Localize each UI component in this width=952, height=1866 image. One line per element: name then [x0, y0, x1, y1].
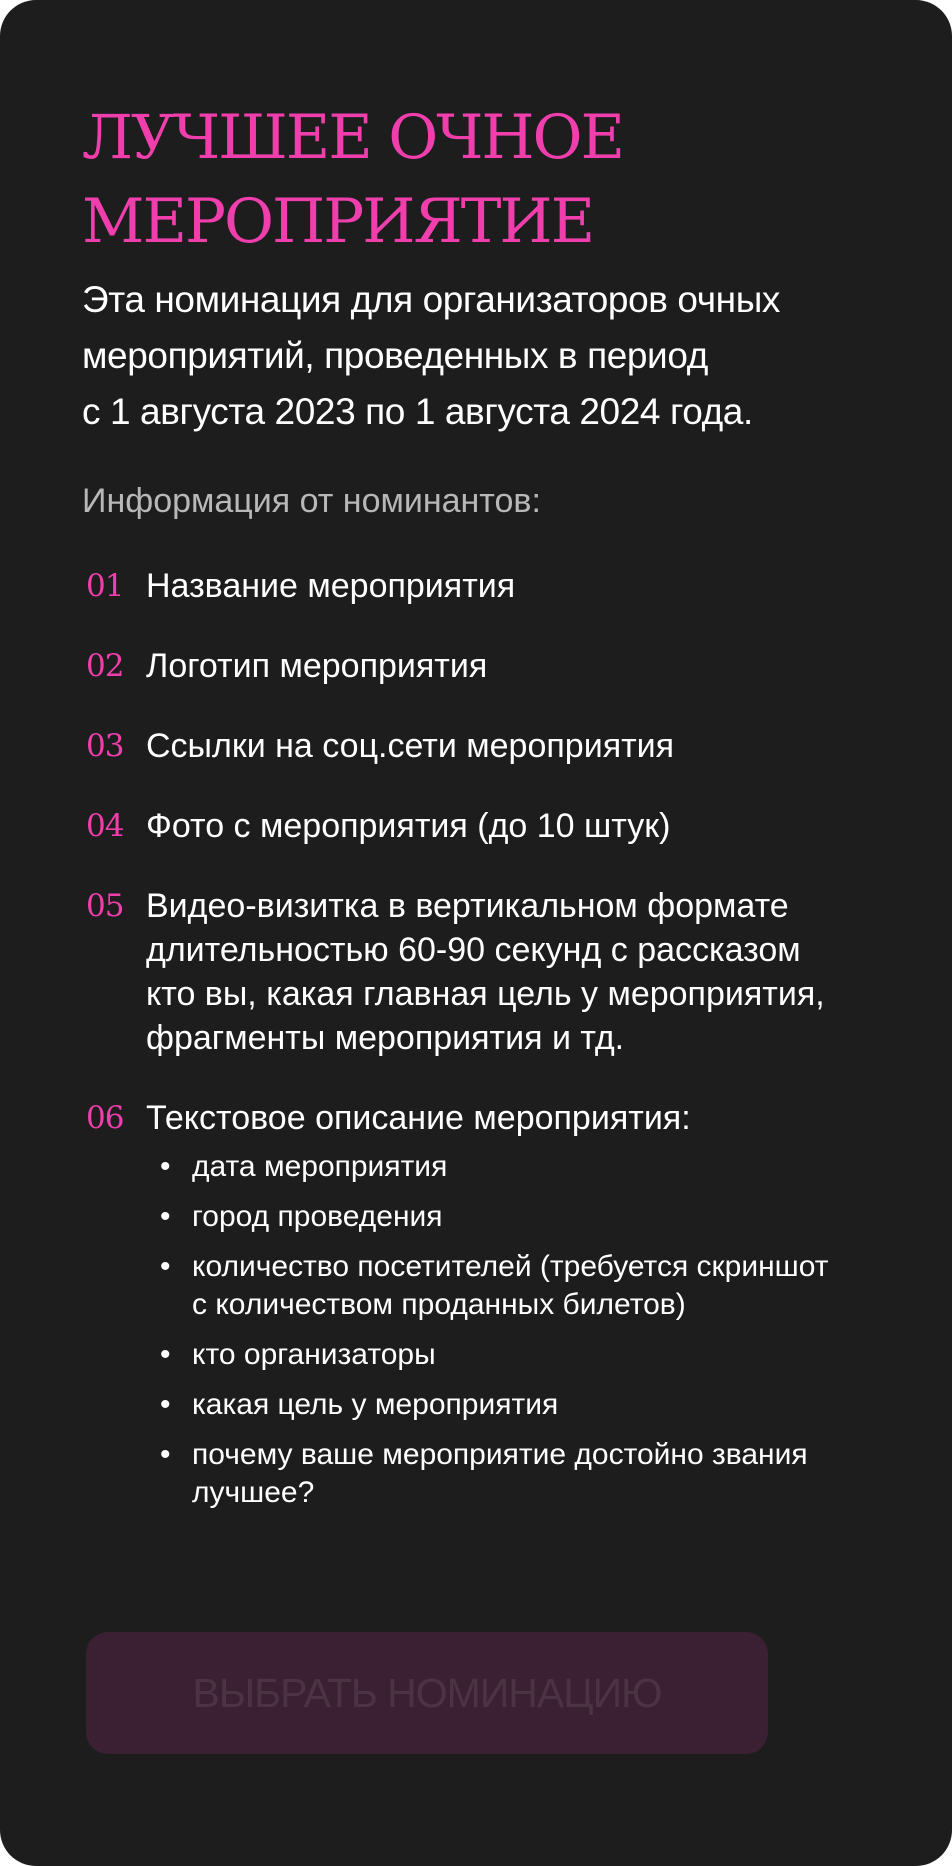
- item-text-line: Видео-визитка в вертикальном формате: [146, 887, 789, 925]
- item-text-line: Название мероприятия: [146, 567, 516, 605]
- list-item-line: какая цель у мероприятия: [192, 1388, 559, 1421]
- description-line: Эта номинация для организаторов очных: [82, 279, 780, 320]
- item-number: 02: [86, 648, 124, 684]
- list-item-line: лучшее?: [192, 1476, 315, 1509]
- item-text-line: кто вы, какая главная цель у мероприятия,: [146, 975, 825, 1013]
- item-text: [146, 884, 926, 1060]
- list-item-line: кто организаторы: [192, 1338, 436, 1371]
- nomination-title-line: МЕРОПРИЯТИЕ: [82, 186, 594, 257]
- list-item-text: [192, 1198, 922, 1236]
- bullet-icon: •: [160, 1438, 171, 1471]
- choose-nomination-button[interactable]: ВЫБРАТЬ НОМИНАЦИЮ: [86, 1632, 768, 1754]
- item-text-line: Логотип мероприятия: [146, 647, 488, 685]
- item-number: 05: [86, 888, 124, 924]
- bullet-icon: •: [160, 1200, 171, 1233]
- list-item-line: с количеством проданных билетов): [192, 1288, 686, 1321]
- list-item-line: город проведения: [192, 1200, 443, 1233]
- list-item-text: [192, 1336, 922, 1374]
- item-text-line: фрагменты мероприятия и тд.: [146, 1019, 625, 1057]
- list-item-line: почему ваше мероприятие достойно звания: [192, 1438, 808, 1471]
- bullet-icon: •: [160, 1338, 171, 1371]
- item-text-line: длительностью 60-90 секунд с рассказом: [146, 931, 801, 969]
- item-text-line: Фото с мероприятия (до 10 штук): [146, 807, 671, 845]
- list-item-line: дата мероприятия: [192, 1150, 448, 1183]
- list-item-text: [192, 1386, 922, 1424]
- item-text: [146, 724, 926, 768]
- item-number: 01: [86, 568, 124, 604]
- item-text: [146, 1096, 926, 1140]
- bullet-icon: •: [160, 1150, 171, 1183]
- item-number: 06: [86, 1100, 124, 1136]
- item-text: [146, 804, 926, 848]
- bullet-icon: •: [160, 1388, 171, 1421]
- item-number: 03: [86, 728, 124, 764]
- description-line: с 1 августа 2023 по 1 августа 2024 года.: [82, 391, 753, 432]
- description-line: мероприятий, проведенных в период: [82, 335, 708, 376]
- nomination-title-line: ЛУЧШЕЕ ОЧНОЕ: [82, 102, 624, 173]
- item-text-line: Текстовое описание мероприятия:: [146, 1099, 691, 1137]
- item-number: 04: [86, 808, 124, 844]
- list-item-line: количество посетителей (требуется скриншот: [192, 1250, 829, 1283]
- list-item-text: [192, 1148, 922, 1186]
- bullet-icon: •: [160, 1250, 171, 1283]
- item-text: [146, 564, 926, 608]
- list-item-text: [192, 1436, 922, 1512]
- nomination-title: [82, 96, 922, 264]
- info-label: Информация от номинантов:: [82, 482, 541, 520]
- list-item-text: [192, 1248, 922, 1324]
- item-text: [146, 644, 926, 688]
- item-text-line: Ссылки на соц.сети мероприятия: [146, 727, 675, 765]
- nomination-description: [82, 272, 942, 440]
